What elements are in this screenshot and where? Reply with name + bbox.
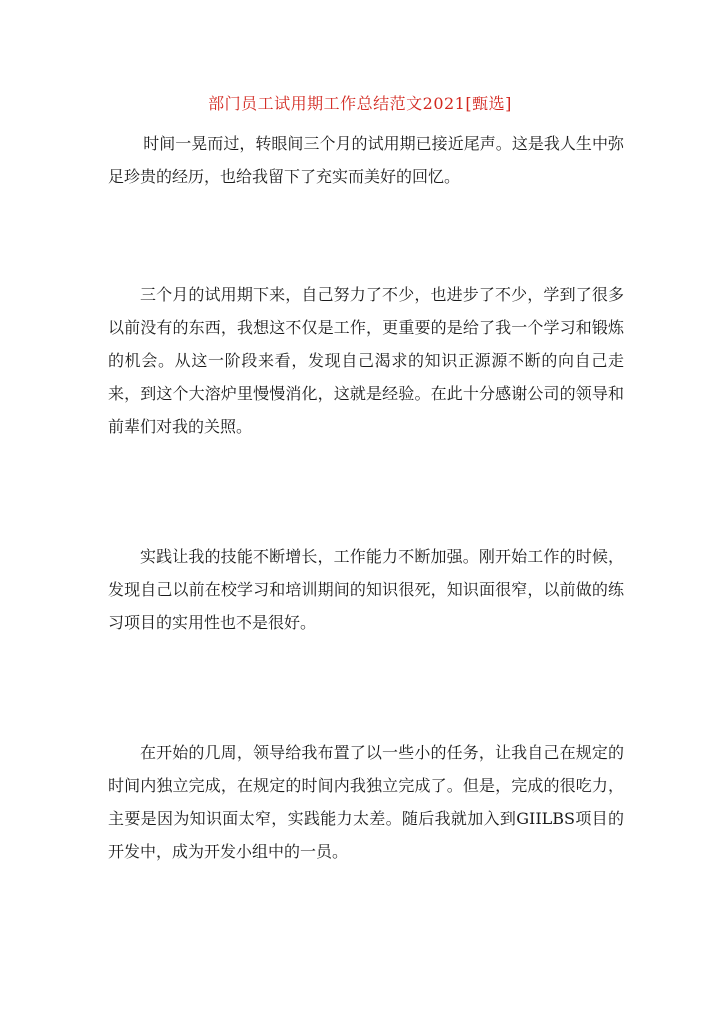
paragraph-4: 在开始的几周，领导给我布置了以一些小的任务，让我自己在规定的时间内独立完成，在规定的时间内我独立完成了。但是，完成的很吃力，主要是因为知识面太窄，实践能力太差。随后我就加入到GIILBS项目的开发中，成为开发小组中的一员。	[108, 743, 624, 861]
paragraph-3: 实践让我的技能不断增长，工作能力不断加强。刚开始工作的时候，发现自己以前在校学习和培训期间的知识很死，知识面很窄，以前做的练习项目的实用性也不是很好。	[108, 547, 624, 632]
paragraph-1: 时间一晃而过，转眼间三个月的试用期已接近尾声。这是我人生中弥足珍贵的经历，也给我留下了充实而美好的回忆。	[108, 134, 624, 186]
paragraph-2: 三个月的试用期下来，自己努力了不少，也进步了不少，学到了很多以前没有的东西，我想这不仅是工作，更重要的是给了我一个学习和锻炼的机会。从这一阶段来看，发现自己渴求的知识正源源不断的向自己走来，到这个大溶炉里慢慢消化，这就是经验。在此十分感谢公司的领导和前辈们对我的关照。	[108, 285, 624, 436]
document-title: 部门员工试用期工作总结范文2021[甄选]	[208, 94, 512, 113]
